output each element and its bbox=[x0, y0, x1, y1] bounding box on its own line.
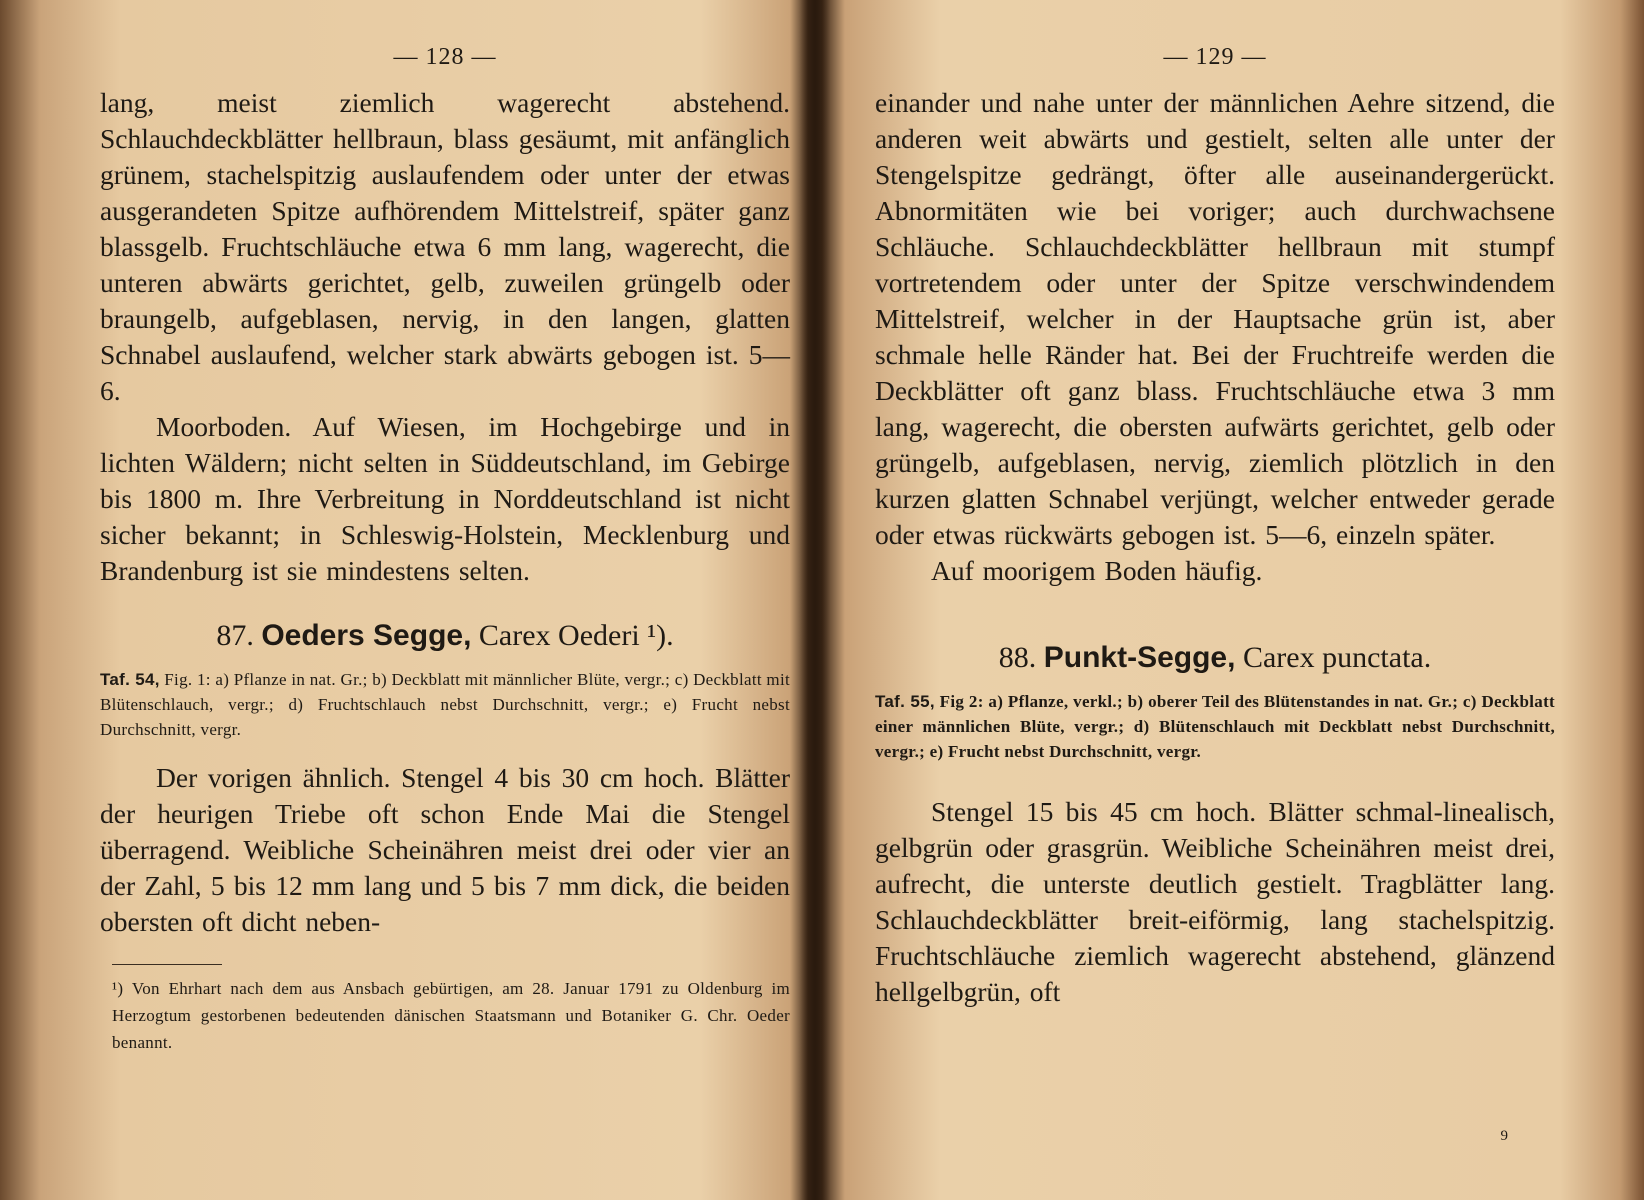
footnote: ¹) Von Ehrhart nach dem aus Ansbach gebürtigen, am 28. Januar 1791 zu Oldenburg im Herzogtum gestorbenen bedeutenden dänischen Staatsmann und Botaniker G. Chr. Oeder benannt. bbox=[112, 979, 790, 1052]
paragraph: einander und nahe unter der männlichen Aehre sitzend, die anderen weit abwärts und gestielt, selten alle unter der Stengelspitze gedrängt, öfter alle auseinandergerückt. Abnormitäten wie bei voriger; auch durchwachsene Schläuche. Schlauchdeckblätter hellbraun mit stumpf vortretendem oder unter der Spitze verschwindendem Mittelstreif, welcher in der Hauptsache grün ist, aber schmale helle Ränder hat. Bei der Fruchtreife werden die Deckblätter oft ganz blass. Fruchtschläuche etwa 3 mm lang, wagerecht, die obersten aufwärts gerichtet, gelb oder grüngelb, aufgeblasen, nervig, ziemlich plötzlich in den kurzen glatten Schnabel verjüngt, welcher entweder gerade oder etwas rückwärts gebogen ist. 5—6, einzeln später. bbox=[875, 87, 1555, 550]
caption-text: Fig. 1: a) Pflanze in nat. Gr.; b) Deckblatt mit männlicher Blüte, vergr.; c) Deckblatt mit Blütenschlauch, vergr.; d) Fruchtschlauch nebst Durchschnitt, vergr.; e) Frucht nebst Durchschnitt, vergr. bbox=[100, 670, 790, 739]
section-latin-name: Carex punctata. bbox=[1242, 641, 1432, 674]
paragraph: Moorboden. Auf Wiesen, im Hochgebirge und in lichten Wäldern; nicht selten in Süddeutschland, im Gebirge bis 1800 m. Ihre Verbreitung in Norddeutschland ist nicht sicher bekannt; in Schleswig-Holstein, Mecklenburg und Brandenburg ist sie mindestens selten. bbox=[100, 411, 790, 586]
section-name: Punkt-Segge, bbox=[1043, 641, 1236, 674]
paragraph: Stengel 15 bis 45 cm hoch. Blätter schmal-linealisch, gelbgrün oder grasgrün. Weibliche Scheinähren meist drei, aufrecht, die unterste deutlich gestielt. Tragblätter lang. Schlauchdeckblätter breit-eiförmig, lang stachelspitzig. Fruchtschläuche ziemlich wagerecht abstehend, glänzend hellgelbgrün, oft bbox=[875, 796, 1555, 1007]
page-number: — 129 — bbox=[1163, 44, 1267, 70]
signature-mark: 9 bbox=[1500, 1128, 1508, 1144]
right-page bbox=[875, 0, 1555, 1200]
page-number: — 128 — bbox=[393, 44, 497, 70]
page-body bbox=[100, 85, 790, 589]
figure-caption bbox=[100, 667, 790, 742]
paragraph: lang, meist ziemlich wagerecht abstehend. Schlauchdeckblätter hellbraun, blass gesäumt, mit anfänglich grünem, stachelspitzig auslaufendem oder unter der etwas ausgerandeten Spitze aufhörendem Mittelstreif, später ganz blassgelb. Fruchtschläuche etwa 6 mm lang, wagerecht, die unteren abwärts gerichtet, gelb, zuweilen grüngelb oder braungelb, aufgeblasen, nervig, in den langen, glatten Schnabel auslaufend, welcher stark abwärts gebogen ist. 5—6. bbox=[100, 87, 790, 406]
page-body bbox=[875, 85, 1555, 589]
page-body bbox=[875, 794, 1555, 1010]
left-page bbox=[100, 0, 790, 1200]
figure-caption bbox=[875, 689, 1555, 764]
section-heading bbox=[875, 641, 1555, 675]
paragraph: Auf moorigem Boden häufig. bbox=[931, 555, 1263, 586]
section-name: Oeders Segge, bbox=[261, 619, 472, 652]
section-number: 88. bbox=[998, 641, 1037, 674]
caption-plate: Taf. 54, bbox=[100, 670, 160, 689]
footnote-divider bbox=[112, 964, 222, 965]
section-latin-name: Carex Oederi ¹). bbox=[478, 619, 674, 652]
book-gutter bbox=[800, 0, 830, 1200]
section-heading bbox=[100, 619, 790, 653]
caption-text: Fig 2: a) Pflanze, verkl.; b) oberer Teil des Blütenstandes in nat. Gr.; c) Deckblatt einer männlichen Blüte, vergr.; d) Blütenschlauch mit Deckblatt nebst Durchschnitt, vergr.; e) Frucht nebst Durchschnitt, vergr. bbox=[875, 692, 1555, 761]
page-body bbox=[100, 760, 790, 940]
caption-plate: Taf. 55, bbox=[875, 692, 935, 711]
section-number: 87. bbox=[216, 619, 254, 652]
paragraph: Der vorigen ähnlich. Stengel 4 bis 30 cm hoch. Blätter der heurigen Triebe oft schon Ende Mai die Stengel überragend. Weibliche Scheinähren meist drei oder vier an der Zahl, 5 bis 12 mm lang und 5 bis 7 mm dick, die beiden obersten oft dicht neben- bbox=[100, 762, 790, 937]
